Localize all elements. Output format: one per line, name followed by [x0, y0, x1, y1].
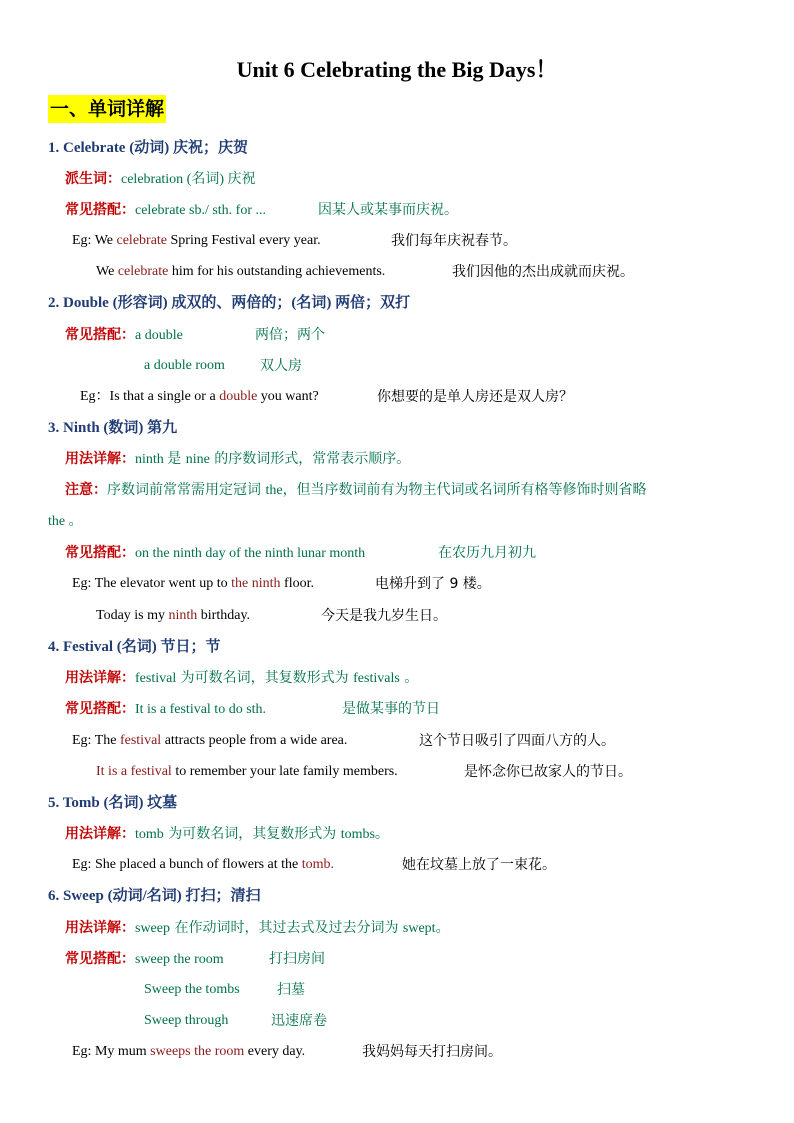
collocation-label: 常见搭配： — [65, 951, 135, 967]
collocation-label: 常见搭配： — [65, 545, 135, 561]
section-heading: 一、单词详解 — [48, 95, 166, 123]
collocation-text: It is a festival to do sth. — [135, 702, 267, 717]
collocation-translation: 在农历九月初九 — [438, 545, 536, 561]
usage-text: 为可数名词，其复数形式为 — [176, 670, 354, 686]
collocation-text: on the ninth day of the ninth lunar month — [135, 546, 366, 561]
example-sentence — [72, 731, 347, 751]
note-text: 。 — [65, 514, 83, 529]
derivative-label: 派生词： — [65, 171, 121, 187]
example-sentence — [72, 1042, 305, 1062]
example-translation: 这个节日吸引了四面八方的人。 — [419, 733, 615, 749]
example-highlight: double — [219, 389, 258, 404]
collocation-line — [65, 949, 224, 970]
example-text: Today is my — [96, 608, 169, 623]
usage-line — [65, 918, 450, 939]
usage-label: 用法详解： — [65, 920, 135, 936]
collocation-translation: 是做某事的节日 — [342, 701, 440, 717]
example-highlight: the ninth — [231, 576, 281, 591]
collocation-text: sweep the room — [135, 952, 224, 967]
example-sentence — [72, 574, 314, 594]
example-sentence — [72, 231, 321, 251]
example-sentence — [96, 262, 385, 282]
collocation-line — [65, 699, 266, 720]
example-translation: 我们因他的杰出成就而庆祝。 — [452, 264, 634, 280]
collocation-text: a double — [135, 328, 183, 343]
example-translation: 电梯升到了 9 楼。 — [375, 576, 491, 592]
example-translation: 我们每年庆祝春节。 — [391, 233, 517, 249]
usage-text: 是 — [167, 451, 186, 467]
usage-text: tombs — [340, 827, 375, 842]
usage-label: 用法详解： — [65, 826, 135, 842]
example-text: Eg: She placed a bunch of flowers at the — [72, 857, 302, 872]
example-translation: 她在坟墓上放了一束花。 — [402, 857, 556, 873]
collocation-line — [65, 200, 266, 221]
word-heading-celebrate: 1. Celebrate (动词) 庆祝；庆贺 — [48, 140, 248, 156]
derivative-line — [65, 169, 256, 190]
example-text: We — [96, 264, 118, 279]
example-sentence — [96, 606, 250, 626]
usage-text: 的序数词形式，常常表示顺序。 — [209, 451, 411, 467]
usage-text: festivals — [353, 671, 400, 686]
word-heading-tomb: 5. Tomb (名词) 坟墓 — [48, 795, 178, 811]
usage-text: nine — [185, 452, 210, 467]
note-text: 序数词前常常需用定冠词 — [107, 482, 266, 498]
usage-text: festival — [135, 671, 177, 686]
example-text: floor. — [280, 576, 314, 591]
collocation-line — [65, 543, 365, 564]
collocation-text: Sweep through — [144, 1013, 229, 1028]
example-text: Eg: We — [72, 233, 117, 248]
usage-text: sweep — [135, 921, 170, 936]
example-text: Eg: The elevator went up to — [72, 576, 232, 591]
note-text: the — [265, 483, 283, 498]
usage-line — [65, 449, 410, 470]
example-sentence — [96, 762, 398, 782]
example-text: every day. — [244, 1044, 306, 1059]
usage-label: 用法详解： — [65, 451, 135, 467]
collocation-line — [65, 325, 183, 346]
example-text: him for his outstanding achievements. — [168, 264, 386, 279]
collocation-translation: 迅速席卷 — [271, 1013, 327, 1029]
word-heading-sweep: 6. Sweep (动词/名词) 打扫；清扫 — [48, 888, 261, 904]
example-text: attracts people from a wide area. — [161, 733, 348, 748]
example-text: Eg: The — [72, 733, 120, 748]
usage-text: swept — [402, 921, 436, 936]
note-label: 注意： — [65, 482, 107, 498]
example-text: to remember your late family members. — [171, 764, 398, 779]
example-sentence — [80, 387, 319, 407]
example-highlight: sweeps the room — [150, 1044, 245, 1059]
note-text: ，但当序数词前有为物主代词或名词所有格等修饰时则省略 — [282, 482, 647, 498]
note-line — [65, 480, 647, 501]
usage-line — [65, 668, 418, 689]
usage-text: 在作动词时，其过去式及过去分词为 — [170, 920, 403, 936]
example-text: Eg: My mum — [72, 1044, 151, 1059]
example-highlight: celebrate — [116, 233, 168, 248]
usage-text: 。 — [399, 670, 419, 686]
example-translation: 我妈妈每天打扫房间。 — [362, 1044, 502, 1060]
usage-text: 为可数名词，其复数形式为 — [163, 826, 341, 842]
example-translation: 今天是我九岁生日。 — [321, 608, 447, 624]
usage-text: tomb — [135, 827, 164, 842]
collocation-translation: 因某人或某事而庆祝。 — [318, 202, 458, 218]
collocation-text: Sweep the tombs — [144, 982, 240, 997]
example-highlight: ninth — [168, 608, 198, 623]
example-text: you want? — [257, 389, 319, 404]
collocation-text: celebrate sb./ sth. for ... — [135, 203, 267, 218]
example-highlight: tomb. — [301, 857, 335, 872]
collocation-translation: 两倍；两个 — [255, 327, 325, 343]
word-heading-ninth: 3. Ninth (数词) 第九 — [48, 420, 178, 436]
collocation-text: a double room — [144, 358, 225, 373]
collocation-label: 常见搭配： — [65, 327, 135, 343]
usage-label: 用法详解： — [65, 670, 135, 686]
collocation-label: 常见搭配： — [65, 202, 135, 218]
usage-text: ninth — [135, 452, 168, 467]
word-heading-festival: 4. Festival (名词) 节日；节 — [48, 639, 221, 655]
collocation-translation: 扫墓 — [277, 982, 305, 998]
example-text: birthday. — [197, 608, 251, 623]
example-highlight: festival — [119, 733, 162, 748]
example-highlight: celebrate — [117, 264, 169, 279]
example-highlight: It is a festival — [96, 764, 172, 779]
word-heading-double: 2. Double (形容词) 成双的、两倍的；(名词) 两倍；双打 — [48, 295, 411, 311]
example-text: Spring Festival every year. — [167, 233, 321, 248]
usage-text: 。 — [435, 920, 450, 936]
example-sentence — [72, 855, 334, 875]
note-text: the — [48, 514, 66, 529]
example-text: Eg：Is that a single or a — [80, 389, 220, 404]
usage-text: 。 — [374, 826, 389, 842]
example-translation: 是怀念你已故家人的节日。 — [464, 764, 632, 780]
usage-line — [65, 824, 389, 845]
example-translation: 你想要的是单人房还是双人房？ — [377, 389, 573, 405]
note-line-continued — [48, 512, 83, 532]
collocation-translation: 双人房 — [260, 358, 302, 374]
collocation-translation: 打扫房间 — [269, 951, 325, 967]
page-title: Unit 6 Celebrating the Big Days！ — [236, 57, 558, 82]
derivative-text: celebration (名词) 庆祝 — [121, 172, 256, 187]
collocation-label: 常见搭配： — [65, 701, 135, 717]
